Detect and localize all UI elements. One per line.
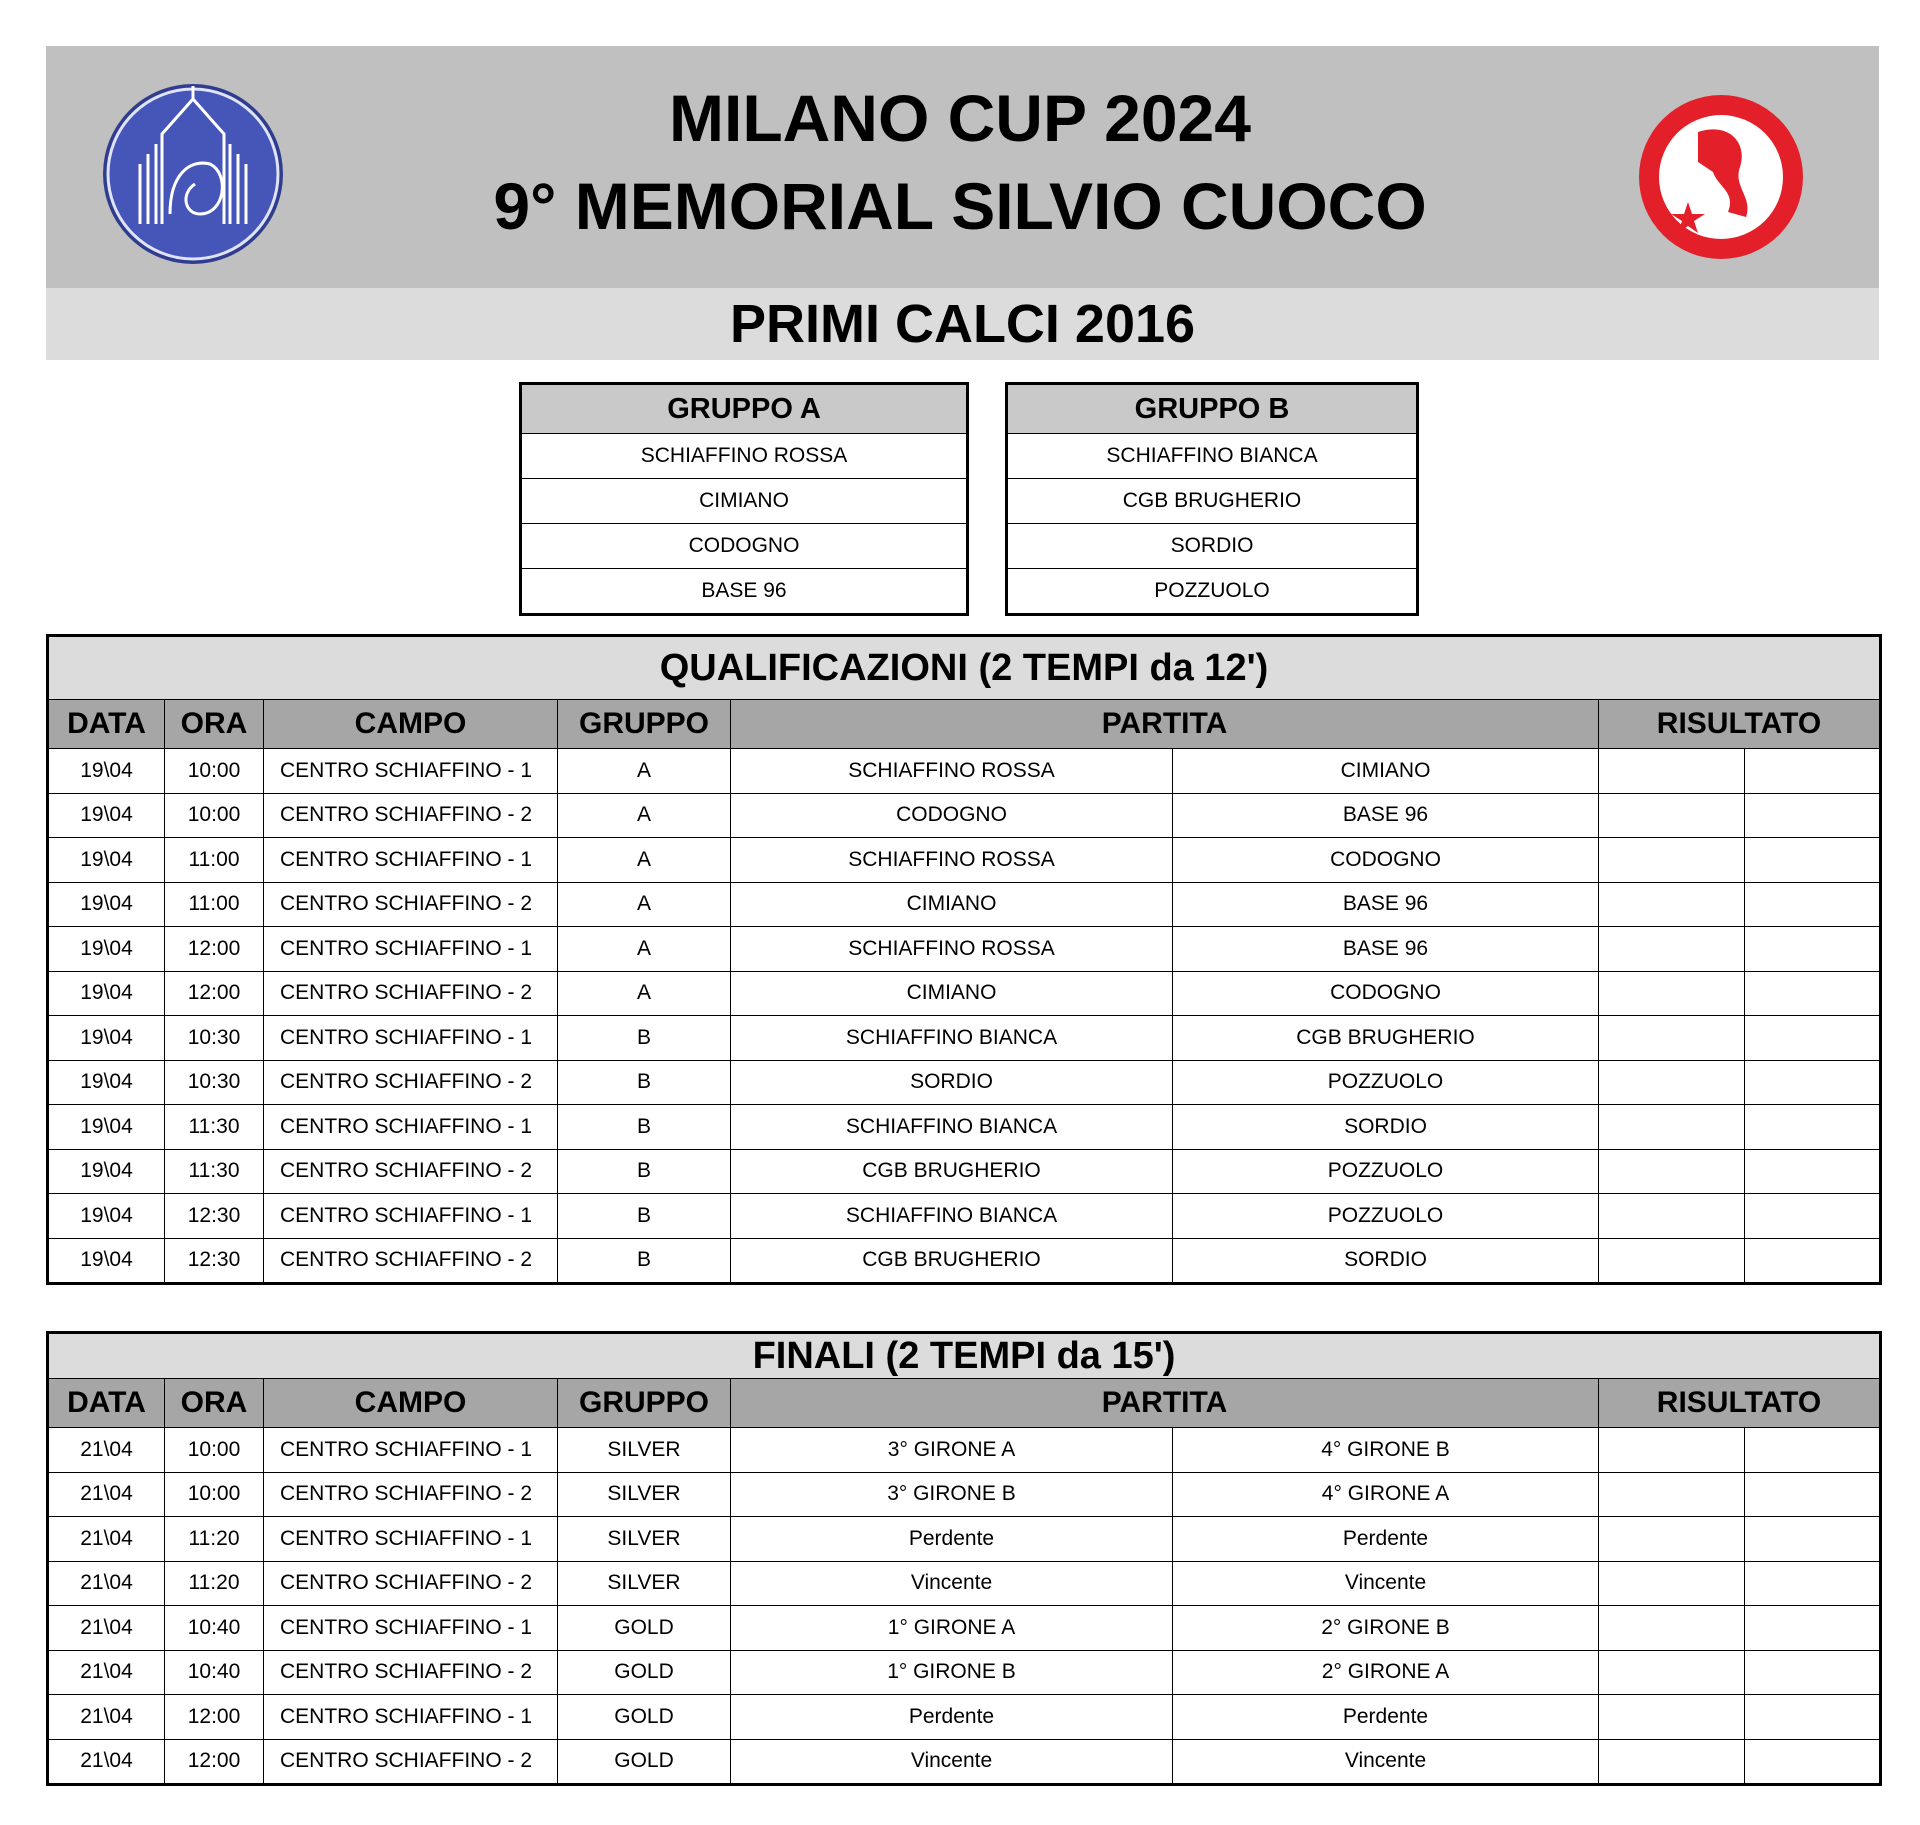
match-row [48, 1606, 1881, 1651]
match-field: CENTRO SCHIAFFINO - 1 [264, 1428, 558, 1473]
match-row [48, 1060, 1881, 1105]
result-home-cell [1599, 1149, 1745, 1194]
match-away-team: CODOGNO [1173, 971, 1599, 1016]
match-group: SILVER [558, 1561, 731, 1606]
match-time: 10:00 [165, 1428, 264, 1473]
match-home-team: SCHIAFFINO BIANCA [731, 1016, 1173, 1061]
title-line-1: MILANO CUP 2024 [669, 81, 1251, 155]
result-home-cell [1599, 1606, 1745, 1651]
result-away-cell [1745, 1428, 1881, 1473]
group-b-title: GRUPPO B [1007, 384, 1418, 434]
match-away-team: BASE 96 [1173, 882, 1599, 927]
group-a-team: BASE 96 [521, 569, 968, 615]
match-group: SILVER [558, 1517, 731, 1562]
group-b-table [1005, 382, 1419, 616]
match-date: 19\04 [48, 1238, 165, 1284]
match-home-team: SCHIAFFINO ROSSA [731, 927, 1173, 972]
match-row [48, 1428, 1881, 1473]
match-row [48, 1695, 1881, 1740]
result-home-cell [1599, 927, 1745, 972]
match-group: B [558, 1016, 731, 1061]
col-risultato: RISULTATO [1599, 700, 1881, 749]
match-group: B [558, 1238, 731, 1284]
group-b-team: CGB BRUGHERIO [1007, 479, 1418, 524]
match-field: CENTRO SCHIAFFINO - 2 [264, 1650, 558, 1695]
result-home-cell [1599, 1428, 1745, 1473]
match-home-team: 3° GIRONE B [731, 1472, 1173, 1517]
col-data: DATA [48, 700, 165, 749]
result-home-cell [1599, 1194, 1745, 1239]
match-away-team: BASE 96 [1173, 927, 1599, 972]
match-field: CENTRO SCHIAFFINO - 1 [264, 927, 558, 972]
group-b-team: SORDIO [1007, 524, 1418, 569]
match-home-team: CODOGNO [731, 793, 1173, 838]
match-date: 19\04 [48, 1016, 165, 1061]
match-away-team: Perdente [1173, 1517, 1599, 1562]
match-home-team: Vincente [731, 1561, 1173, 1606]
match-time: 10:30 [165, 1016, 264, 1061]
result-home-cell [1599, 1739, 1745, 1785]
match-field: CENTRO SCHIAFFINO - 1 [264, 1194, 558, 1239]
match-away-team: 2° GIRONE B [1173, 1606, 1599, 1651]
result-home-cell [1599, 1561, 1745, 1606]
match-row [48, 1561, 1881, 1606]
title-line-2: 9° MEMORIAL SILVIO CUOCO [493, 169, 1427, 243]
result-away-cell [1745, 1105, 1881, 1150]
match-home-team: CIMIANO [731, 882, 1173, 927]
group-b-team: POZZUOLO [1007, 569, 1418, 615]
match-time: 10:00 [165, 1472, 264, 1517]
result-home-cell [1599, 1695, 1745, 1740]
match-field: CENTRO SCHIAFFINO - 2 [264, 971, 558, 1016]
match-time: 11:00 [165, 882, 264, 927]
match-row [48, 838, 1881, 883]
match-group: B [558, 1105, 731, 1150]
match-home-team: 1° GIRONE A [731, 1606, 1173, 1651]
match-group: GOLD [558, 1695, 731, 1740]
match-row [48, 1517, 1881, 1562]
group-a-team: CODOGNO [521, 524, 968, 569]
result-away-cell [1745, 1060, 1881, 1105]
match-time: 10:00 [165, 793, 264, 838]
result-home-cell [1599, 838, 1745, 883]
match-group: A [558, 749, 731, 794]
match-row [48, 1472, 1881, 1517]
result-away-cell [1745, 1561, 1881, 1606]
match-date: 19\04 [48, 793, 165, 838]
group-a-table [519, 382, 969, 616]
match-field: CENTRO SCHIAFFINO - 1 [264, 1016, 558, 1061]
result-away-cell [1745, 1606, 1881, 1651]
match-away-team: CIMIANO [1173, 749, 1599, 794]
match-time: 11:00 [165, 838, 264, 883]
match-date: 19\04 [48, 1149, 165, 1194]
match-time: 10:40 [165, 1606, 264, 1651]
match-group: GOLD [558, 1739, 731, 1785]
match-time: 11:20 [165, 1561, 264, 1606]
match-away-team: Perdente [1173, 1695, 1599, 1740]
match-away-team: CGB BRUGHERIO [1173, 1016, 1599, 1061]
finali-table [46, 1331, 1882, 1786]
match-time: 11:30 [165, 1149, 264, 1194]
match-home-team: SCHIAFFINO ROSSA [731, 838, 1173, 883]
result-home-cell [1599, 793, 1745, 838]
match-field: CENTRO SCHIAFFINO - 1 [264, 1517, 558, 1562]
match-date: 19\04 [48, 749, 165, 794]
match-field: CENTRO SCHIAFFINO - 1 [264, 1695, 558, 1740]
match-date: 19\04 [48, 838, 165, 883]
match-date: 19\04 [48, 971, 165, 1016]
match-field: CENTRO SCHIAFFINO - 2 [264, 793, 558, 838]
col-campo: CAMPO [264, 700, 558, 749]
match-date: 19\04 [48, 927, 165, 972]
match-home-team: 3° GIRONE A [731, 1428, 1173, 1473]
match-away-team: 4° GIRONE A [1173, 1472, 1599, 1517]
col-risultato: RISULTATO [1599, 1379, 1881, 1428]
match-home-team: 1° GIRONE B [731, 1650, 1173, 1695]
match-away-team: SORDIO [1173, 1238, 1599, 1284]
match-away-team: 4° GIRONE B [1173, 1428, 1599, 1473]
match-date: 19\04 [48, 1105, 165, 1150]
match-field: CENTRO SCHIAFFINO - 2 [264, 882, 558, 927]
match-group: B [558, 1194, 731, 1239]
result-away-cell [1745, 1016, 1881, 1061]
match-group: GOLD [558, 1606, 731, 1651]
match-date: 19\04 [48, 1194, 165, 1239]
match-row [48, 1016, 1881, 1061]
match-home-team: SCHIAFFINO BIANCA [731, 1105, 1173, 1150]
match-away-team: BASE 96 [1173, 793, 1599, 838]
match-away-team: Vincente [1173, 1739, 1599, 1785]
match-time: 10:40 [165, 1650, 264, 1695]
result-away-cell [1745, 1238, 1881, 1284]
col-gruppo: GRUPPO [558, 700, 731, 749]
result-away-cell [1745, 971, 1881, 1016]
col-partita: PARTITA [731, 1379, 1599, 1428]
match-date: 21\04 [48, 1695, 165, 1740]
result-away-cell [1745, 1517, 1881, 1562]
result-away-cell [1745, 1194, 1881, 1239]
match-row [48, 927, 1881, 972]
match-time: 12:00 [165, 1695, 264, 1740]
match-time: 12:00 [165, 971, 264, 1016]
match-field: CENTRO SCHIAFFINO - 2 [264, 1149, 558, 1194]
result-home-cell [1599, 749, 1745, 794]
match-date: 21\04 [48, 1472, 165, 1517]
result-home-cell [1599, 882, 1745, 927]
match-group: A [558, 971, 731, 1016]
result-away-cell [1745, 1149, 1881, 1194]
match-time: 12:00 [165, 1739, 264, 1785]
col-gruppo: GRUPPO [558, 1379, 731, 1428]
match-field: CENTRO SCHIAFFINO - 1 [264, 749, 558, 794]
match-away-team: SORDIO [1173, 1105, 1599, 1150]
result-away-cell [1745, 749, 1881, 794]
match-group: GOLD [558, 1650, 731, 1695]
finali-title: FINALI (2 TEMPI da 15') [48, 1333, 1881, 1379]
match-away-team: POZZUOLO [1173, 1149, 1599, 1194]
match-time: 12:30 [165, 1238, 264, 1284]
result-away-cell [1745, 793, 1881, 838]
match-field: CENTRO SCHIAFFINO - 1 [264, 1105, 558, 1150]
match-away-team: Vincente [1173, 1561, 1599, 1606]
match-home-team: Perdente [731, 1695, 1173, 1740]
match-group: B [558, 1060, 731, 1105]
match-home-team: CGB BRUGHERIO [731, 1149, 1173, 1194]
category-title: PRIMI CALCI 2016 [46, 288, 1879, 360]
match-field: CENTRO SCHIAFFINO - 2 [264, 1472, 558, 1517]
match-group: SILVER [558, 1428, 731, 1473]
result-away-cell [1745, 1739, 1881, 1785]
match-time: 11:30 [165, 1105, 264, 1150]
col-ora: ORA [165, 700, 264, 749]
match-away-team: 2° GIRONE A [1173, 1650, 1599, 1695]
match-time: 12:30 [165, 1194, 264, 1239]
group-a-team: SCHIAFFINO ROSSA [521, 434, 968, 479]
match-home-team: Perdente [731, 1517, 1173, 1562]
result-away-cell [1745, 1695, 1881, 1740]
result-away-cell [1745, 1650, 1881, 1695]
match-date: 19\04 [48, 1060, 165, 1105]
match-date: 19\04 [48, 882, 165, 927]
match-date: 21\04 [48, 1606, 165, 1651]
match-date: 21\04 [48, 1561, 165, 1606]
qualificazioni-table [46, 634, 1882, 1285]
match-row [48, 1194, 1881, 1239]
result-away-cell [1745, 882, 1881, 927]
match-row [48, 749, 1881, 794]
qualificazioni-title: QUALIFICAZIONI (2 TEMPI da 12') [48, 636, 1881, 700]
match-field: CENTRO SCHIAFFINO - 1 [264, 1606, 558, 1651]
match-date: 21\04 [48, 1517, 165, 1562]
group-b-team: SCHIAFFINO BIANCA [1007, 434, 1418, 479]
match-group: A [558, 838, 731, 883]
result-home-cell [1599, 1238, 1745, 1284]
match-group: A [558, 882, 731, 927]
match-home-team: CIMIANO [731, 971, 1173, 1016]
result-home-cell [1599, 1105, 1745, 1150]
col-ora: ORA [165, 1379, 264, 1428]
result-away-cell [1745, 927, 1881, 972]
match-home-team: Vincente [731, 1739, 1173, 1785]
match-group: B [558, 1149, 731, 1194]
col-campo: CAMPO [264, 1379, 558, 1428]
group-a-title: GRUPPO A [521, 384, 968, 434]
match-group: A [558, 793, 731, 838]
result-home-cell [1599, 1016, 1745, 1061]
match-home-team: SCHIAFFINO ROSSA [731, 749, 1173, 794]
match-date: 21\04 [48, 1739, 165, 1785]
match-row [48, 1650, 1881, 1695]
match-row [48, 882, 1881, 927]
match-field: CENTRO SCHIAFFINO - 2 [264, 1561, 558, 1606]
match-away-team: POZZUOLO [1173, 1194, 1599, 1239]
match-date: 21\04 [48, 1428, 165, 1473]
match-time: 10:30 [165, 1060, 264, 1105]
match-row [48, 1149, 1881, 1194]
match-field: CENTRO SCHIAFFINO - 2 [264, 1739, 558, 1785]
result-home-cell [1599, 1517, 1745, 1562]
match-time: 12:00 [165, 927, 264, 972]
group-a-team: CIMIANO [521, 479, 968, 524]
match-home-team: SORDIO [731, 1060, 1173, 1105]
match-row [48, 1739, 1881, 1785]
col-data: DATA [48, 1379, 165, 1428]
match-field: CENTRO SCHIAFFINO - 1 [264, 838, 558, 883]
match-field: CENTRO SCHIAFFINO - 2 [264, 1238, 558, 1284]
result-home-cell [1599, 1060, 1745, 1105]
match-time: 11:20 [165, 1517, 264, 1562]
result-away-cell [1745, 838, 1881, 883]
match-away-team: POZZUOLO [1173, 1060, 1599, 1105]
match-home-team: SCHIAFFINO BIANCA [731, 1194, 1173, 1239]
result-home-cell [1599, 1650, 1745, 1695]
match-home-team: CGB BRUGHERIO [731, 1238, 1173, 1284]
col-partita: PARTITA [731, 700, 1599, 749]
match-row [48, 971, 1881, 1016]
result-home-cell [1599, 971, 1745, 1016]
match-group: SILVER [558, 1472, 731, 1517]
match-row [48, 793, 1881, 838]
match-field: CENTRO SCHIAFFINO - 2 [264, 1060, 558, 1105]
match-time: 10:00 [165, 749, 264, 794]
match-row [48, 1238, 1881, 1284]
match-group: A [558, 927, 731, 972]
result-home-cell [1599, 1472, 1745, 1517]
match-row [48, 1105, 1881, 1150]
match-away-team: CODOGNO [1173, 838, 1599, 883]
match-date: 21\04 [48, 1650, 165, 1695]
result-away-cell [1745, 1472, 1881, 1517]
